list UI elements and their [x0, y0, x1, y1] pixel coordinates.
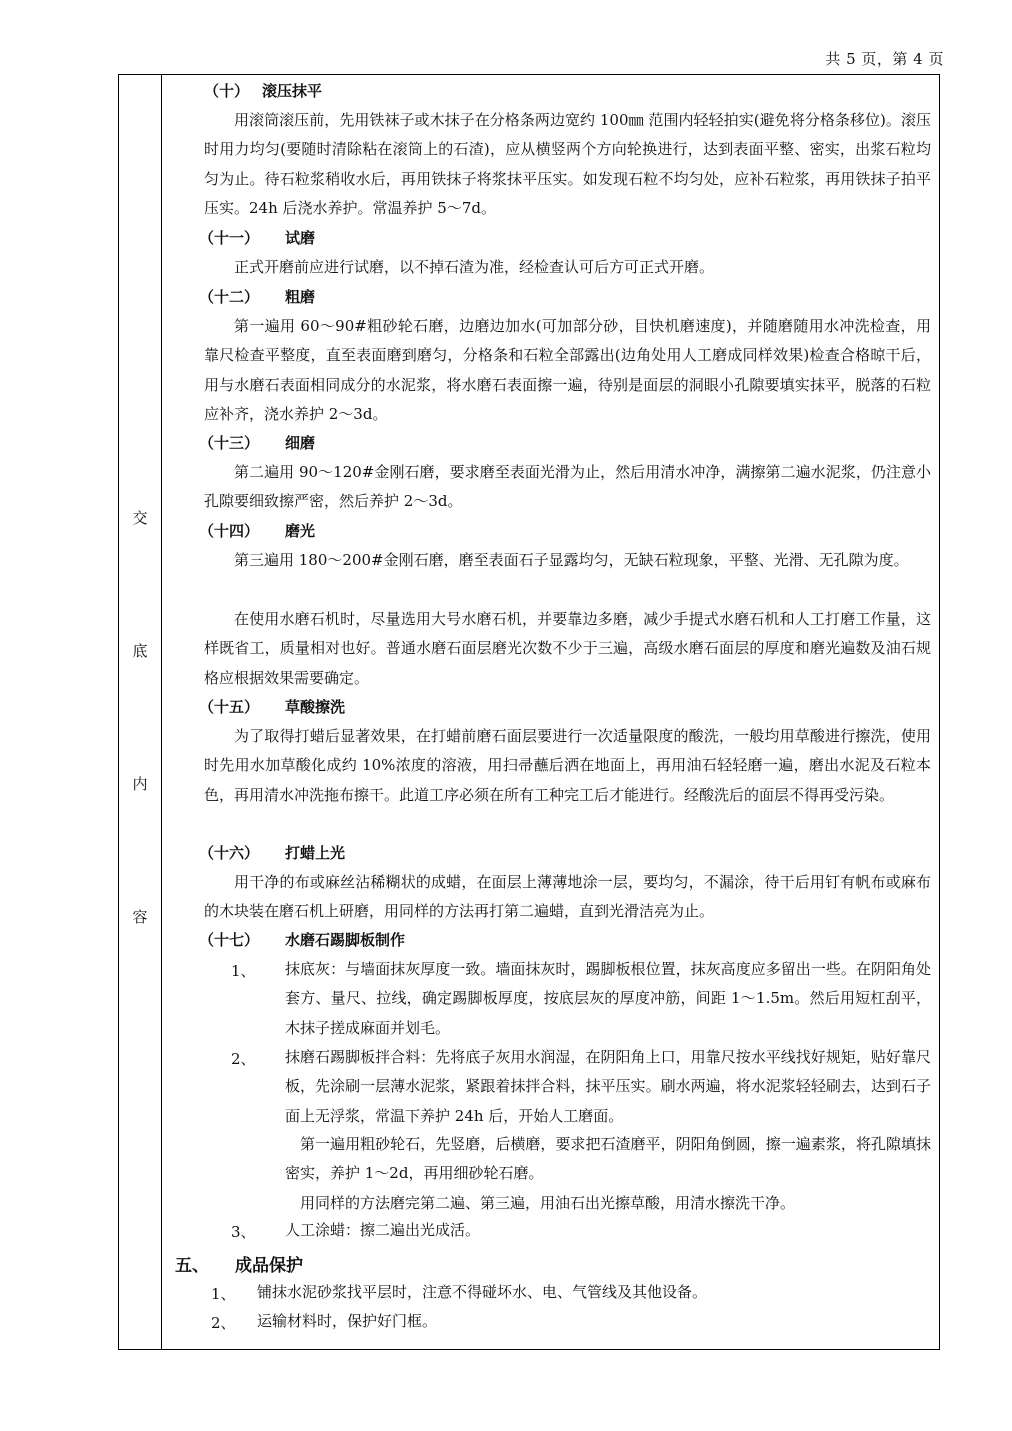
list-item-subtext: 用同样的方法磨完第二遍、第三遍，用油石出光擦草酸，用清水擦洗干净。	[300, 1194, 796, 1212]
section-heading: （十五） 草酸擦洗	[199, 698, 346, 716]
section-text: 用干净的布或麻丝沾稀糊状的成蜡，在面层上薄薄地涂一层，要均匀，不漏涂，待干后用钉有帆布或麻布的木块装在磨石机上研磨，用同样的方法再打第二遍蜡，直到光滑洁亮为止。	[204, 873, 931, 921]
section-text: 第三遍用 180～200#金刚石磨，磨至表面石子显露均匀，无缺石粒现象，平整、光滑、无孔隙为度。	[234, 551, 909, 569]
list-item-number: 3、	[231, 1223, 256, 1241]
list-item-number: 1、	[231, 962, 256, 980]
section-heading: （十） 滚压抹平	[204, 82, 323, 100]
section-heading: （十一） 试磨	[199, 229, 316, 247]
list-item-number: 1、	[211, 1285, 236, 1303]
list-item-text: 抹磨石踢脚板拌合料：先将底子灰用水润湿，在阴阳角上口，用靠尺按水平线找好规矩，贴好靠尺板，先涂刷一层薄水泥浆，紧跟着抹拌合料，抹平压实。刷水两遍，将水泥浆轻轻刷去，达到石子面上无浮浆，常温下养护 24h 后，开始人工磨面。	[285, 1048, 931, 1125]
section-text: 第一遍用 60～90#粗砂轮石磨，边磨边加水(可加部分砂，目快机磨速度)，并随磨随用水冲洗检查，用靠尺检查平整度，直至表面磨到磨匀，分格条和石粒全部露出(边角处用人工磨成同样效果)检查合格晾干后，用与水磨石表面相同成分的水泥浆，将水磨石表面擦一遍，待别是面层的洞眼小孔隙要填实抹平，脱落的石粒应补齐，浇水养护 2～3d。	[204, 317, 931, 423]
section-text: 为了取得打蜡后显著效果，在打蜡前磨石面层要进行一次适量限度的酸洗，一般均用草酸进行擦洗，使用时先用水加草酸化成约 10%浓度的溶液，用扫帚蘸后洒在地面上，再用油石轻轻磨一遍，磨出水泥及石粒本色，再用清水冲洗拖布擦干。此道工序必须在所有工种完工后才能进行。经酸洗后的面层不得再受污染。	[204, 727, 931, 804]
list-item-number: 2、	[211, 1314, 236, 1332]
content-area	[169, 75, 931, 1349]
page-number: 共 5 页，第 4 页	[825, 50, 944, 68]
section-5-heading: 五、 成品保护	[175, 1256, 303, 1276]
section-heading: （十七） 水磨石踢脚板制作	[199, 931, 406, 949]
section-text: 在使用水磨石机时，尽量选用大号水磨石机，并要靠边多磨，减少手提式水磨石机和人工打磨工作量，这样既省工，质量相对也好。普通水磨石面层磨光次数不少于三遍，高级水磨石面层的厚度和磨光遍数及油石规格应根据效果需要确定。	[204, 610, 931, 687]
section-text: 第二遍用 90～120#金刚石磨，要求磨至表面光滑为止，然后用清水冲净，满擦第二遍水泥浆，仍注意小孔隙要细致擦严密，然后养护 2～3d。	[204, 463, 931, 511]
side-label-char: 容	[132, 908, 148, 926]
list-item-number: 2、	[231, 1050, 256, 1068]
section-heading: （十四） 磨光	[199, 522, 316, 540]
section-text: 用滚筒滚压前，先用铁袜子或木抹子在分格条两边宽约 100㎜ 范围内轻轻拍实(避免将分格条移位)。滚压时用力均匀(要随时清除粘在滚筒上的石渣)，应从横竖两个方向轮换进行，达到表面平整、密实，出浆石粒均匀为止。待石粒浆稍收水后，再用铁抹子将浆抹平压实。如发现石粒不均匀处，应补石粒浆，再用铁抹子拍平压实。24h 后浇水养护。常温养护 5～7d。	[204, 111, 931, 217]
side-label-char: 内	[132, 775, 148, 793]
list-item-text: 铺抹水泥砂浆找平层时，注意不得碰坏水、电、气管线及其他设备。	[257, 1283, 708, 1301]
section-heading: （十二） 粗磨	[199, 288, 316, 306]
section-heading: （十六） 打蜡上光	[199, 844, 346, 862]
section-heading: （十三） 细磨	[199, 434, 316, 452]
side-label-column	[119, 75, 162, 1349]
side-label-char: 底	[132, 642, 148, 660]
list-item-text: 抹底灰：与墙面抹灰厚度一致。墙面抹灰时，踢脚板根位置，抹灰高度应多留出一些。在阴阳角处套方、量尺、拉线，确定踢脚板厚度，按底层灰的厚度冲筋，间距 1～1.5m。然后用短杠刮平，木抹子搓成麻面并划毛。	[285, 960, 931, 1037]
side-label-char: 交	[132, 509, 148, 527]
section-text: 正式开磨前应进行试磨，以不掉石渣为准，经检查认可后方可正式开磨。	[234, 258, 715, 276]
list-item-text: 运输材料时，保护好门框。	[257, 1312, 438, 1330]
disclosure-table	[118, 74, 940, 1350]
list-item-subtext: 第一遍用粗砂轮石，先竖磨，后横磨，要求把石渣磨平，阴阳角倒圆，擦一遍素浆，将孔隙填抹密实，养护 1～2d，再用细砂轮石磨。	[285, 1135, 931, 1183]
list-item-text: 人工涂蜡：擦二遍出光成活。	[285, 1221, 481, 1239]
